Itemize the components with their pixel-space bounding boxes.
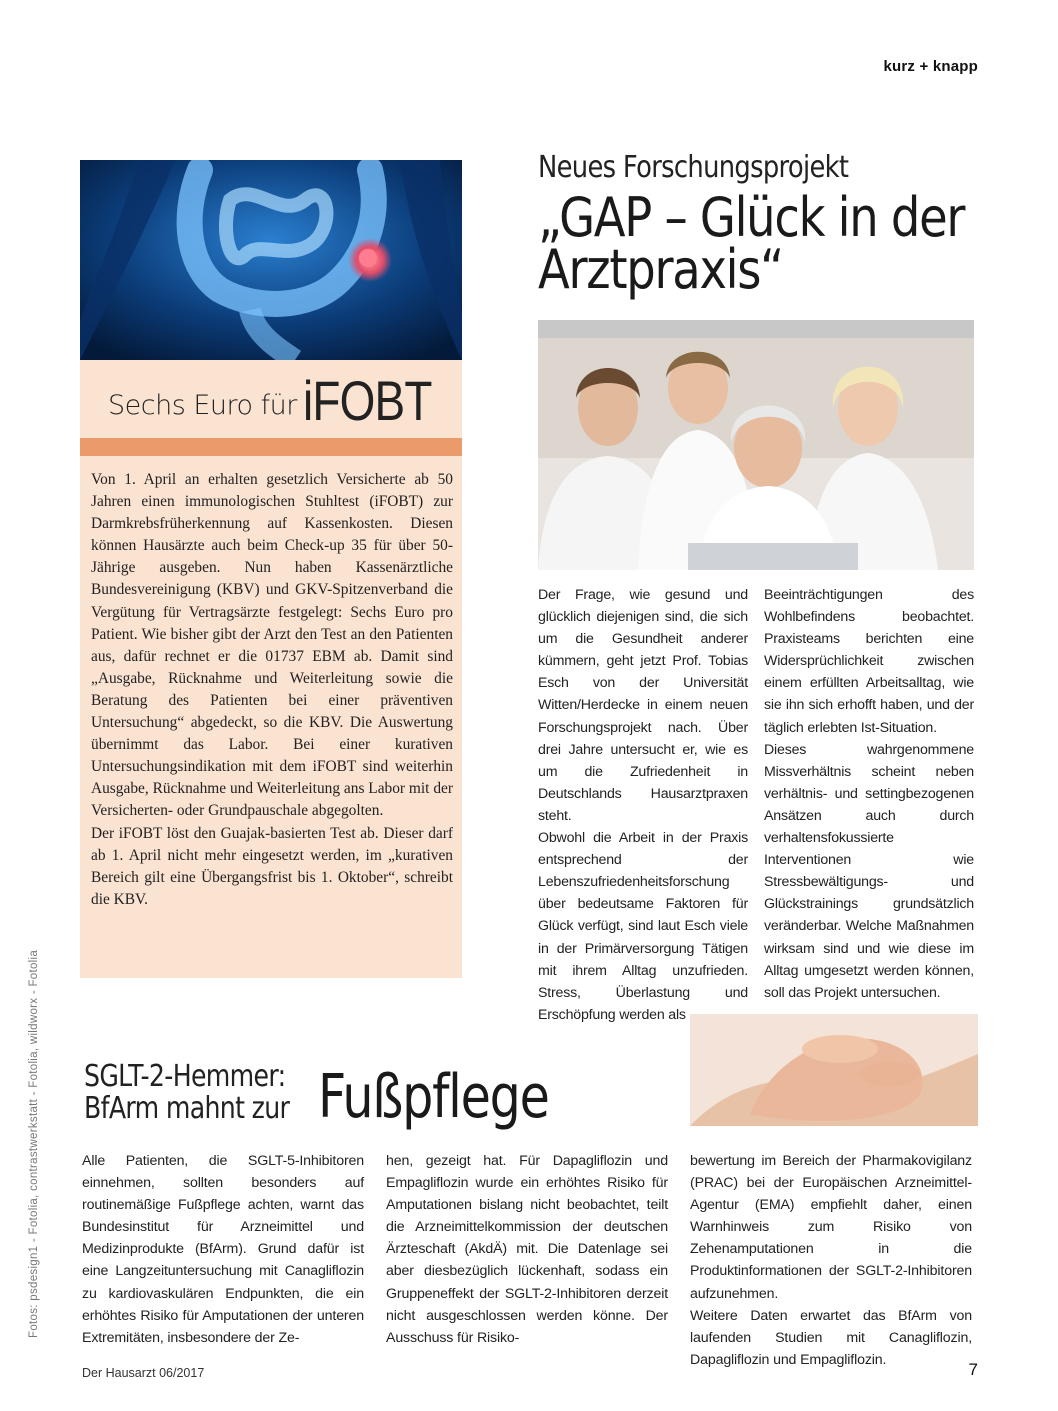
gap-column-1 xyxy=(538,584,748,1026)
gap-photo-bar xyxy=(538,320,974,338)
gap-col2-paragraph-2: Dieses wahrgenommene Missverhältnis scheint neben verhältnis- und settingbezogenen Ansätzen auch durch verhaltensfokussierte Interventionen wie Stressbewältigungs- und Glückstrainings grundsätzlich veränderbar. Welche Maßnahmen wirksam sind und wie diese im Alltag umgesetzt werden können, soll das Projekt untersuchen. xyxy=(764,741,974,1001)
sglt-column-1 xyxy=(82,1150,364,1349)
gap-title: „GAP – Glück in der Arztpraxis“ xyxy=(538,186,965,301)
sglt-title-line-2: BfArm mahnt zur xyxy=(84,1091,290,1126)
sglt-col1-text: Alle Patienten, die SGLT-5-Inhibitoren einnehmen, sollten besonders auf routinemäßige Fußpflege achten, warnt das Bundesinstitut für Arzneimittel und Medizinprodukte (BfArm). Grund dafür ist eine Langzeituntersuchung mit Canagliflozin zu kardiovaskulären Endpunkten, die ein erhöhtes Risiko für Amputationen der unteren Extremitäten, insbesondere der Ze- xyxy=(82,1153,364,1346)
photo-credit: Fotos: psdesign1 - Fotolia, contrastwerkstatt - Fotolia, wildworx - Fotolia xyxy=(28,949,40,1338)
sglt-col2-text: hen, gezeigt hat. Für Dapagliflozin und Empagliflozin wurde ein erhöhtes Risiko für Amputationen bislang nicht beobachtet, teilt die Arzneimittelkommission der deutschen Ärzteschaft (AkdÄ) mit. Die Datenlage sei aber diesbezüglich lückenhaft, sodass ein Gruppeneffekt der SGLT-2-Inhibitoren derzeit nicht ausgeschlossen werden könne. Der Ausschuss für Risiko- xyxy=(386,1153,668,1346)
section-tag: kurz + knapp xyxy=(883,58,978,75)
gap-col1-paragraph-1: Der Frage, wie gesund und glücklich diejenigen sind, die sich um die Gesundheit anderer kümmern, geht jetzt Prof. Tobias Esch von der Universität Witten/Herdecke in einem neuen Forschungsprojekt nach. Über drei Jahre untersucht er, wie es um die Zufriedenheit in Deutschlands Hausarztpraxen steht. xyxy=(538,587,748,824)
ifobt-headline xyxy=(80,360,462,438)
practice-team-photo xyxy=(538,338,974,570)
ifobt-paragraph-1: Von 1. April an erhalten gesetzlich Versicherte ab 50 Jahren einen immunologischen Stuhltest (iFOBT) zur Darmkrebsfrüherkennung auf Kassenkosten. Diesen können Hausärzte auch beim Check-up 35 für über 50-Jährige ausgeben. Nun haben Kassenärztliche Bundesvereinigung (KBV) und GKV-Spitzenverband die Vergütung für Vertragsärzte festgelegt: Sechs Euro pro Patient. Wie bisher gibt der Arzt den Test an den Patienten aus, dafür rechnet er die 01737 EBM ab. Damit sind „Ausgabe, Rücknahme und Weiterleitung sowie die Beratung des Patienten bei einer präventiven Untersuchung“ abgedeckt, so die KBV. Die Auswertung übernimmt das Labor. Bei einer kurativen Untersuchungsindikation mit dem iFOBT sind weiterhin Ausgabe, Rücknahme und Weiterleitung ans Labor mit der Versicherten- oder Grundpauschale abgegolten. xyxy=(91,471,453,820)
colon-illustration xyxy=(80,160,462,360)
gap-col1-paragraph-2: Obwohl die Arbeit in der Praxis entsprechend der Lebenszufriedenheitsforschung über bedeutsame Faktoren für Glück verfügt, sind laut Esch viele in der Primärversorgung Tätigen mit ihrem Alltag unzufrieden. Stress, Überlastung und Erschöpfung werden als xyxy=(538,830,748,1023)
ifobt-title-large: iFOBT xyxy=(303,369,432,432)
sglt-col3-paragraph-1: bewertung im Bereich der Pharmakovigilanz (PRAC) bei der Europäischen Arzneimittel-Agentur (EMA) empfiehlt daher, einen Warnhinweis zum Risiko von Zehenamputationen in die Produktinformationen der SGLT-2-Inhibitoren aufzunehmen. xyxy=(690,1153,972,1302)
ifobt-paragraph-2: Der iFOBT löst den Guajak-basierten Test ab. Dieser darf ab 1. April nicht mehr eingesetzt werden, im „kurativen Bereich gilt eine Übergangsfrist bis 1. Oktober“, schreibt die KBV. xyxy=(91,824,453,908)
ifobt-article-text xyxy=(91,469,453,911)
page-number: 7 xyxy=(968,1360,978,1379)
gap-column-2 xyxy=(764,584,974,1004)
sglt-column-2 xyxy=(386,1150,668,1349)
sglt-title-large: Fußpflege xyxy=(318,1062,549,1132)
sglt-col3-paragraph-2: Weitere Daten erwartet das BfArm von laufenden Studien mit Canagliflozin, Dapagliflozin und Empagliflozin. xyxy=(690,1307,972,1368)
gap-kicker: Neues Forschungsprojekt xyxy=(538,150,849,185)
ifobt-accent-bar xyxy=(80,438,462,456)
foot-care-photo xyxy=(690,1014,978,1126)
sglt-title-line-1: SGLT-2-Hemmer: xyxy=(84,1059,286,1094)
ifobt-title-small: Sechs Euro für xyxy=(108,390,297,421)
footer-publication: Der Hausarzt 06/2017 xyxy=(82,1366,205,1380)
gap-col2-paragraph-1: Beeinträchtigungen des Wohlbefindens beobachtet. Praxisteams berichten eine Widersprüchlichkeit zwischen einem erfüllten Arbeitsalltag, wie sie ihn sich erhofft haben, und der täglich erlebten Ist-Situation. xyxy=(764,587,974,736)
sglt-column-3 xyxy=(690,1150,972,1371)
